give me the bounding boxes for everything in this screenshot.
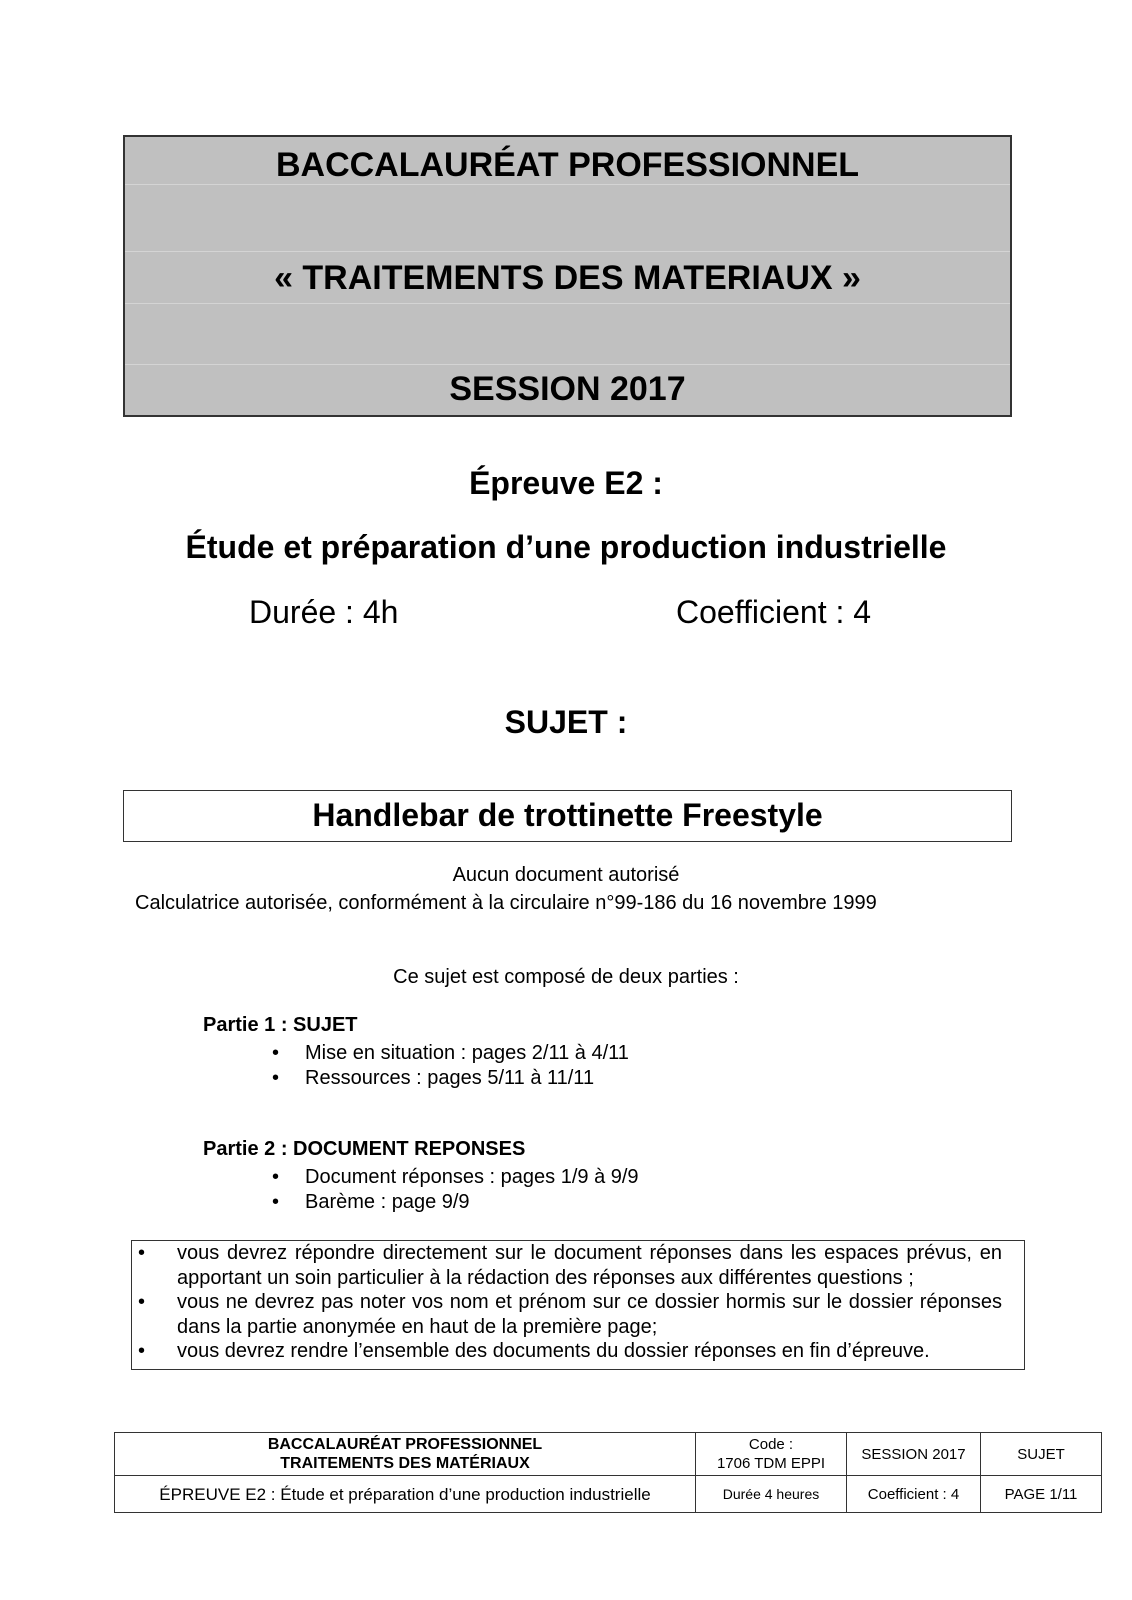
footer-session: SESSION 2017 bbox=[847, 1433, 981, 1476]
calculator-note: Calculatrice autorisée, conformément à la circulaire n°99-186 du 16 novembre 1999 bbox=[135, 892, 877, 914]
footer-sujet: SUJET bbox=[981, 1433, 1102, 1476]
header-divider bbox=[125, 364, 1010, 365]
footer-code-cell bbox=[696, 1433, 847, 1476]
footer-code-label: Code : bbox=[748, 1436, 794, 1453]
exam-duration: Durée : 4h bbox=[249, 594, 399, 630]
notice-item: • vous devrez rendre l’ensemble des documents du dossier réponses en fin d’épreuve. bbox=[132, 1339, 1024, 1364]
composition-note: Ce sujet est composé de deux parties : bbox=[393, 966, 739, 988]
header-line-session: SESSION 2017 bbox=[449, 370, 686, 408]
footer-coefficient: Coefficient : 4 bbox=[847, 1476, 981, 1513]
notice-item: • vous ne devrez pas noter vos nom et prénom sur ce dossier hormis sur le dossier réponses dans la partie anonymée en haut de la première page; bbox=[132, 1290, 1024, 1339]
list-item: • Mise en situation : pages 2/11 à 4/11 bbox=[305, 1041, 629, 1066]
epreuve-title: Épreuve E2 : bbox=[469, 465, 663, 501]
header-divider bbox=[125, 184, 1010, 185]
notice-item: • vous devrez répondre directement sur le document réponses dans les espaces prévus, en apportant un soin particulier à la rédaction des réponses aux différentes questions ; bbox=[132, 1241, 1024, 1290]
no-document-note: Aucun document autorisé bbox=[452, 864, 680, 886]
list-item: • Ressources : pages 5/11 à 11/11 bbox=[305, 1066, 629, 1091]
footer-duration: Durée 4 heures bbox=[696, 1476, 847, 1513]
part-2-list bbox=[305, 1165, 639, 1215]
footer-epreuve: ÉPREUVE E2 : Étude et préparation d’une production industrielle bbox=[115, 1476, 696, 1513]
footer-bac-cell bbox=[115, 1433, 696, 1476]
notice-list bbox=[132, 1241, 1024, 1364]
notice-box bbox=[131, 1240, 1025, 1370]
part-1-list bbox=[305, 1041, 629, 1091]
header-divider bbox=[125, 303, 1010, 304]
subject-title: Handlebar de trottinette Freestyle bbox=[123, 790, 1012, 842]
part-2-title: Partie 2 : DOCUMENT REPONSES bbox=[203, 1138, 526, 1160]
exam-coefficient: Coefficient : 4 bbox=[676, 594, 872, 630]
footer-bac-line1: BACCALAURÉAT PROFESSIONNEL bbox=[267, 1436, 543, 1453]
footer-table bbox=[114, 1432, 1102, 1513]
exam-title: Étude et préparation d’une production industrielle bbox=[185, 529, 947, 565]
list-item: • Barème : page 9/9 bbox=[305, 1190, 639, 1215]
footer-bac-line2: TRAITEMENTS DES MATÉRIAUX bbox=[280, 1455, 530, 1472]
list-item: • Document réponses : pages 1/9 à 9/9 bbox=[305, 1165, 639, 1190]
footer-code-value: 1706 TDM EPPI bbox=[716, 1455, 826, 1472]
part-1-title: Partie 1 : SUJET bbox=[203, 1014, 358, 1036]
header-box bbox=[123, 135, 1012, 417]
header-line-specialty: « TRAITEMENTS DES MATERIAUX » bbox=[274, 259, 861, 297]
header-divider bbox=[125, 251, 1010, 252]
sujet-label: SUJET : bbox=[504, 704, 628, 740]
header-line-bac: BACCALAURÉAT PROFESSIONNEL bbox=[275, 146, 860, 184]
footer-page: PAGE 1/11 bbox=[981, 1476, 1102, 1513]
